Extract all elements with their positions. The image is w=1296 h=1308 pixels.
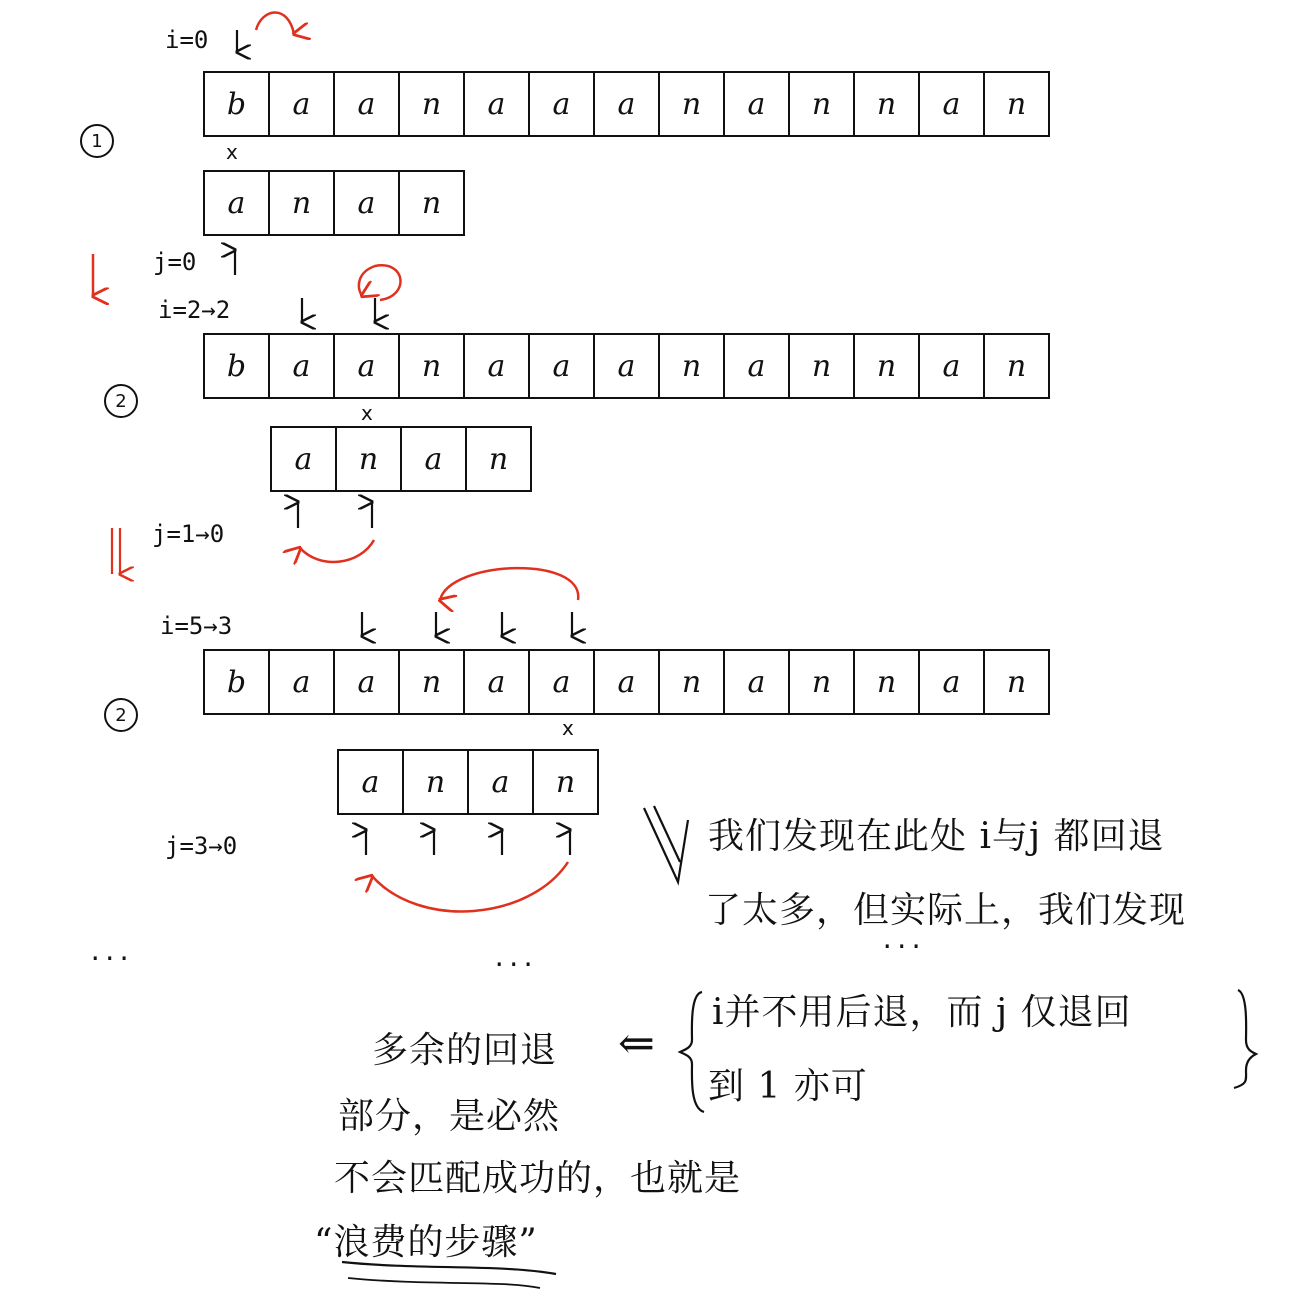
pattern-cell: a xyxy=(203,170,270,236)
ellipsis-notes: ... xyxy=(880,926,924,954)
note-line-1: 我们发现在此处 i与j 都回退 xyxy=(708,816,1165,857)
j-label-step1: j=0 xyxy=(153,248,197,276)
text-cell: a xyxy=(333,333,400,399)
text-cell: n xyxy=(398,333,465,399)
note-line-3: i并不用后退，而 j 仅退回 xyxy=(712,992,1132,1033)
text-cell: n xyxy=(788,333,855,399)
step-number-1 xyxy=(80,124,114,158)
text-cell: n xyxy=(983,649,1050,715)
pattern-array-step3 xyxy=(337,749,599,815)
text-cell: n xyxy=(853,333,920,399)
double-arrow-left: ⇐ xyxy=(618,1018,656,1069)
pattern-cell: n xyxy=(335,426,402,492)
red-return-j-step3 xyxy=(372,862,568,911)
pattern-cell: n xyxy=(532,749,599,815)
text-cell: n xyxy=(398,71,465,137)
text-cell: a xyxy=(528,71,595,137)
text-cell: a xyxy=(593,71,660,137)
pattern-cell: a xyxy=(337,749,404,815)
mismatch-mark-step1: x xyxy=(226,140,238,164)
text-array-step1 xyxy=(203,71,1050,137)
text-cell: a xyxy=(528,649,595,715)
ellipsis-middle: ... xyxy=(492,944,536,972)
text-cell: a xyxy=(268,333,335,399)
j-label-step3: j=3→0 xyxy=(165,832,238,860)
pattern-cell: n xyxy=(398,170,465,236)
step-number-1-text: 1 xyxy=(91,130,103,152)
mismatch-mark-step3: x xyxy=(562,716,574,740)
step-number-2 xyxy=(104,384,138,418)
note-left-3: 不会匹配成功的，也就是 xyxy=(334,1158,742,1199)
red-curl-step2 xyxy=(359,265,401,300)
text-array-step3 xyxy=(203,649,1050,715)
text-cell: a xyxy=(593,649,660,715)
pattern-array-step1 xyxy=(203,170,465,236)
pattern-cell: n xyxy=(268,170,335,236)
text-cell: a xyxy=(918,333,985,399)
step-number-3-text: 2 xyxy=(115,704,127,726)
text-cell: a xyxy=(723,649,790,715)
step-number-3 xyxy=(104,698,138,732)
i-label-step3: i=5→3 xyxy=(160,612,233,640)
text-cell: n xyxy=(658,71,725,137)
text-array-step2 xyxy=(203,333,1050,399)
step-number-2-text: 2 xyxy=(115,390,127,412)
text-cell: a xyxy=(268,71,335,137)
text-cell: a xyxy=(268,649,335,715)
pattern-cell: n xyxy=(402,749,469,815)
text-cell: a xyxy=(333,71,400,137)
note-left-4: “浪费的步骤” xyxy=(314,1222,538,1263)
note-line-4: 到 1 亦可 xyxy=(708,1066,868,1107)
text-cell: n xyxy=(658,333,725,399)
left-brace xyxy=(680,992,704,1112)
pattern-cell: a xyxy=(270,426,337,492)
right-brace xyxy=(1234,990,1256,1088)
text-cell: n xyxy=(658,649,725,715)
text-cell: b xyxy=(203,333,270,399)
i-label-step1: i=0 xyxy=(165,26,209,54)
i-label-step2: i=2→2 xyxy=(158,296,231,324)
text-cell: n xyxy=(983,333,1050,399)
red-return-step2 xyxy=(300,540,374,562)
text-cell: a xyxy=(463,71,530,137)
text-cell: a xyxy=(918,71,985,137)
text-cell: a xyxy=(723,333,790,399)
ellipsis-left: ... xyxy=(88,938,132,966)
text-cell: a xyxy=(528,333,595,399)
j-label-step2: j=1→0 xyxy=(152,520,225,548)
pattern-cell: a xyxy=(467,749,534,815)
mismatch-mark-step2: x xyxy=(361,401,373,425)
text-cell: a xyxy=(723,71,790,137)
red-return-i-step3 xyxy=(440,568,578,600)
pattern-cell: a xyxy=(400,426,467,492)
notes-big-arrow xyxy=(644,806,688,882)
text-cell: b xyxy=(203,649,270,715)
wasted-underline-2 xyxy=(348,1278,540,1288)
text-cell: n xyxy=(398,649,465,715)
text-cell: a xyxy=(463,333,530,399)
text-cell: n xyxy=(853,649,920,715)
text-cell: a xyxy=(593,333,660,399)
note-line-2: 了太多，但实际上，我们发现 xyxy=(705,890,1187,931)
red-curl-step1 xyxy=(256,13,294,35)
pattern-array-step2 xyxy=(270,426,532,492)
text-cell: a xyxy=(918,649,985,715)
note-left-2: 部分，是必然 xyxy=(338,1096,561,1137)
pattern-cell: a xyxy=(333,170,400,236)
note-left-1: 多余的回退 xyxy=(372,1030,558,1071)
text-cell: b xyxy=(203,71,270,137)
text-cell: n xyxy=(788,71,855,137)
text-cell: a xyxy=(333,649,400,715)
text-cell: n xyxy=(853,71,920,137)
text-cell: a xyxy=(463,649,530,715)
pattern-cell: n xyxy=(465,426,532,492)
text-cell: n xyxy=(983,71,1050,137)
text-cell: n xyxy=(788,649,855,715)
